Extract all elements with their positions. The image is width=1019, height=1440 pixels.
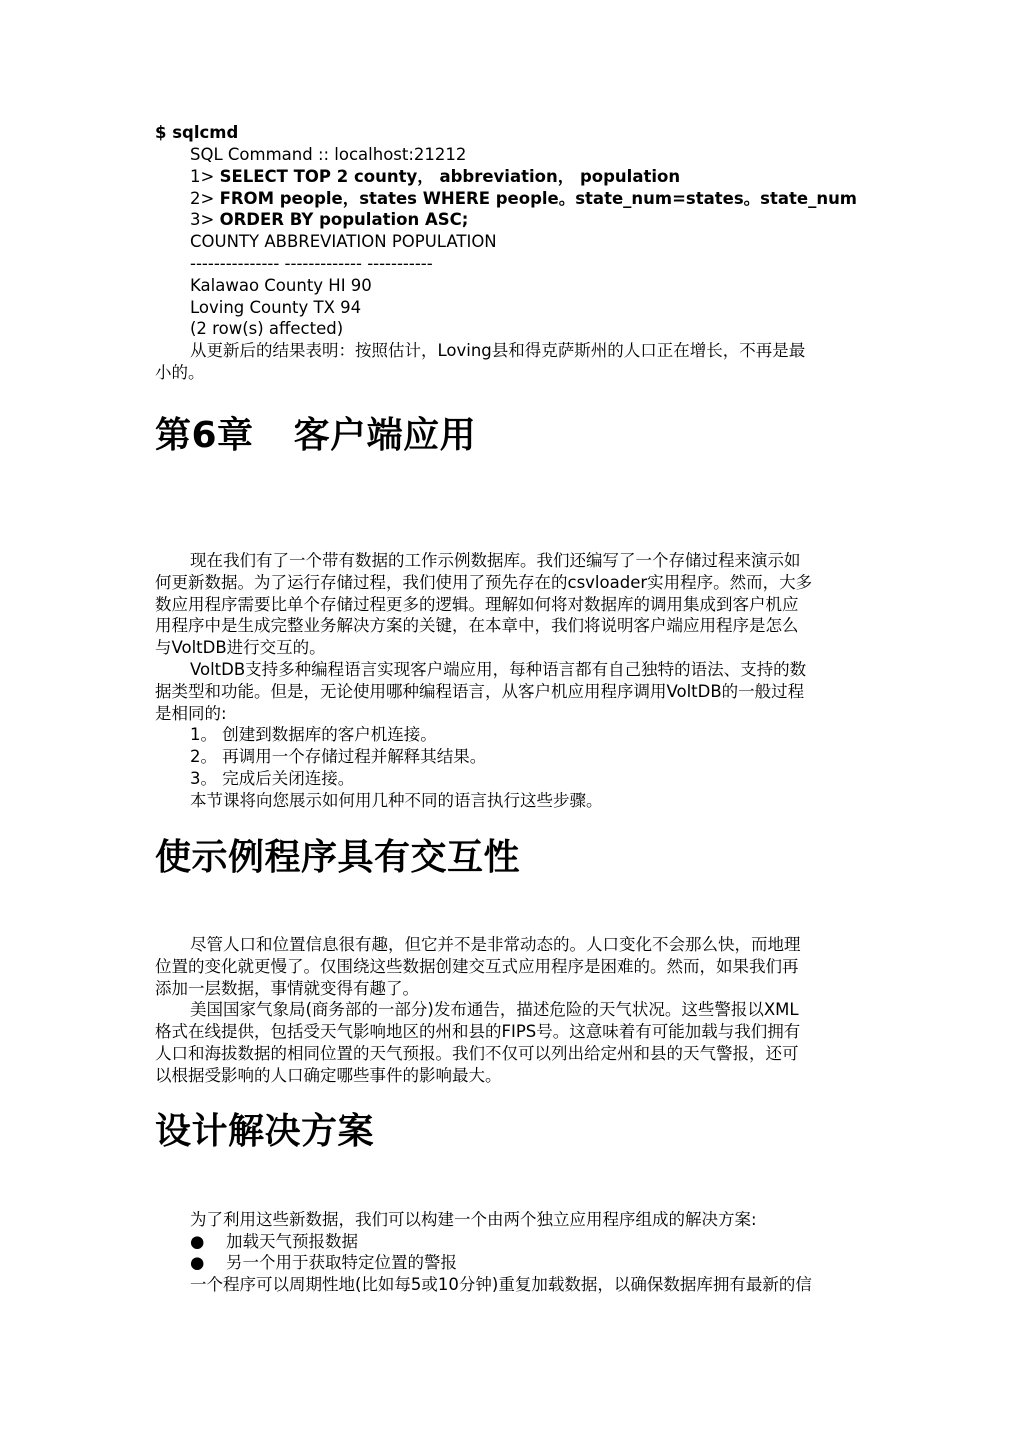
sql-rows-affected: (2 row(s) affected)	[190, 319, 344, 338]
paragraph-line: 是相同的:	[155, 704, 227, 723]
paragraph-line: 以根据受影响的人口确定哪些事件的影响最大。	[155, 1066, 502, 1085]
bullet-item: ● 加载天气预报数据	[190, 1232, 358, 1251]
paragraph-line: VoltDB支持多种编程语言实现客户端应用，每种语言都有自己独特的语法、支持的数	[190, 660, 807, 679]
result-note-line: 小的。	[155, 363, 205, 382]
paragraph-line: 现在我们有了一个带有数据的工作示例数据库。我们还编写了一个存储过程来演示如	[190, 551, 801, 570]
sql-line-1: 1> SELECT TOP 2 county， abbreviation， population	[190, 167, 681, 186]
paragraph-line: 何更新数据。为了运行存储过程，我们使用了预先存在的csvloader实用程序。然而，大多	[155, 573, 813, 592]
paragraph-line: 美国国家气象局(商务部的一部分)发布通告，描述危险的天气状况。这些警报以XML	[190, 1000, 799, 1019]
sql-result-row: Kalawao County HI 90	[190, 276, 372, 295]
sql-result-row: Loving County TX 94	[190, 298, 362, 317]
sql-result-divider: --------------- ------------- -----------	[190, 254, 433, 273]
result-note-line: 从更新后的结果表明：按照估计，Loving县和得克萨斯州的人口正在增长，不再是最	[190, 341, 806, 360]
sql-line-3: 3> ORDER BY population ASC;	[190, 210, 469, 229]
paragraph-line: 数应用程序需要比单个存储过程更多的逻辑。理解如何将对数据库的调用集成到客户机应	[155, 595, 799, 614]
section-heading: 使示例程序具有交互性	[155, 837, 521, 878]
bullet-item: ● 另一个用于获取特定位置的警报	[190, 1253, 457, 1272]
paragraph-line: 与VoltDB进行交互的。	[155, 638, 326, 657]
paragraph-line: 为了利用这些新数据，我们可以构建一个由两个独立应用程序组成的解决方案:	[190, 1210, 757, 1229]
sql-line-2: 2> FROM people，states WHERE people。state_num=states。state_num	[190, 189, 858, 208]
paragraph-line: 添加一层数据，事情就变得有趣了。	[155, 979, 419, 998]
paragraph-line: 用程序中是生成完整业务解决方案的关键，在本章中，我们将说明客户端应用程序是怎么	[155, 616, 799, 635]
sql-banner: SQL Command :: localhost:21212	[190, 145, 467, 164]
paragraph-line: 据类型和功能。但是，无论使用哪种编程语言，从客户机应用程序调用VoltDB的一般过程	[155, 682, 805, 701]
paragraph-line: 一个程序可以周期性地(比如每5或10分钟)重复加载数据，以确保数据库拥有最新的信	[190, 1275, 812, 1294]
chapter-heading: 第6章 客户端应用	[155, 415, 477, 456]
step-item: 1。 创建到数据库的客户机连接。	[190, 725, 437, 744]
paragraph-line: 格式在线提供，包括受天气影响地区的州和县的FIPS号。这意味着有可能加载与我们拥有	[155, 1022, 801, 1041]
bullet-icon: ●	[190, 1232, 205, 1251]
paragraph-line: 人口和海拔数据的相同位置的天气预报。我们不仅可以列出给定州和县的天气警报，还可	[155, 1044, 799, 1063]
section-heading: 设计解决方案	[155, 1111, 375, 1152]
sql-result-header: COUNTY ABBREVIATION POPULATION	[190, 232, 497, 251]
paragraph-line: 位置的变化就更慢了。仅围绕这些数据创建交互式应用程序是困难的。然而，如果我们再	[155, 957, 799, 976]
paragraph-line: 尽管人口和位置信息很有趣，但它并不是非常动态的。人口变化不会那么快，而地理	[190, 935, 801, 954]
paragraph-line: 本节课将向您展示如何用几种不同的语言执行这些步骤。	[190, 791, 603, 810]
step-item: 3。 完成后关闭连接。	[190, 769, 355, 788]
bullet-icon: ●	[190, 1253, 205, 1272]
step-item: 2。 再调用一个存储过程并解释其结果。	[190, 747, 487, 766]
sql-prompt: $ sqlcmd	[155, 123, 239, 142]
